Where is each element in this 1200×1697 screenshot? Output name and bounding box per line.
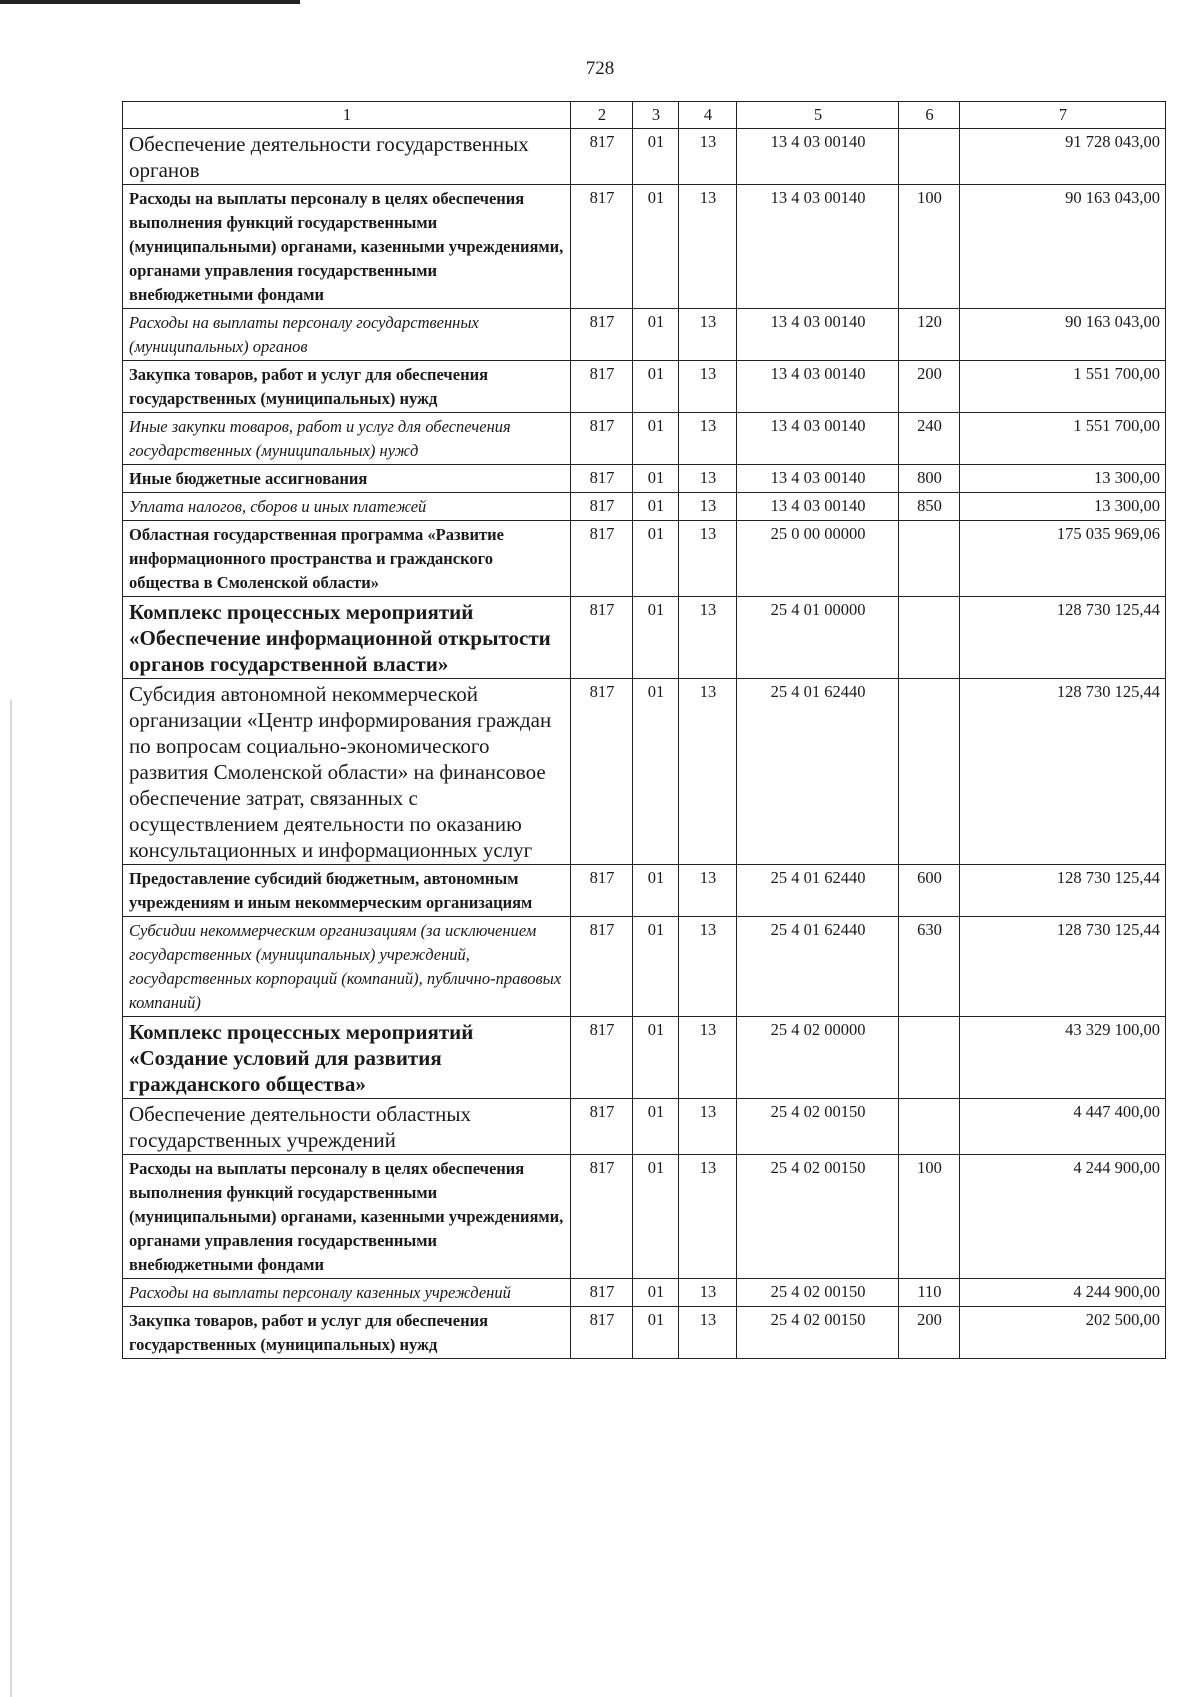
- table-row: [123, 1098, 1166, 1154]
- expense-type-code-cell: 800: [899, 464, 960, 492]
- department-code-cell: 817: [571, 864, 633, 916]
- scan-edge-top: [0, 0, 300, 4]
- target-article-code-cell: 25 4 02 00000: [737, 1016, 899, 1098]
- department-code-cell: 817: [571, 1306, 633, 1358]
- table-row: [123, 1016, 1166, 1098]
- table-row: [123, 412, 1166, 464]
- department-code-cell: 817: [571, 520, 633, 596]
- section-code-cell: 01: [633, 1278, 679, 1306]
- subsection-code-cell: 13: [679, 678, 737, 864]
- amount-cell: 128 730 125,44: [960, 864, 1166, 916]
- target-article-code-cell: 25 4 02 00150: [737, 1306, 899, 1358]
- table-row: [123, 1278, 1166, 1306]
- amount-cell: 175 035 969,06: [960, 520, 1166, 596]
- target-article-code-cell: 13 4 03 00140: [737, 464, 899, 492]
- table-header-row: [123, 102, 1166, 129]
- section-code-cell: 01: [633, 520, 679, 596]
- table-row: [123, 464, 1166, 492]
- amount-cell: 90 163 043,00: [960, 308, 1166, 360]
- section-code-cell: 01: [633, 412, 679, 464]
- row-name-cell: Расходы на выплаты персоналу в целях обеспечения выполнения функций государственными (муниципальными) органами, казенными учреждениями, органами управления государственными внебюджетными фондами: [123, 184, 571, 308]
- department-code-cell: 817: [571, 678, 633, 864]
- subsection-code-cell: 13: [679, 1154, 737, 1278]
- subsection-code-cell: 13: [679, 1278, 737, 1306]
- amount-cell: 4 244 900,00: [960, 1278, 1166, 1306]
- header-cell-7: 7: [960, 102, 1166, 129]
- header-cell-1: 1: [123, 102, 571, 129]
- department-code-cell: 817: [571, 1098, 633, 1154]
- row-name-cell: Субсидия автономной некоммерческой организации «Центр информирования граждан по вопросам социально-экономического развития Смоленской области» на финансовое обеспечение затрат, связанных с осуществлением деятельности по оказанию консультационных и информационных услуг: [123, 678, 571, 864]
- section-code-cell: 01: [633, 1098, 679, 1154]
- target-article-code-cell: 25 4 01 62440: [737, 864, 899, 916]
- target-article-code-cell: 13 4 03 00140: [737, 308, 899, 360]
- amount-cell: 202 500,00: [960, 1306, 1166, 1358]
- section-code-cell: 01: [633, 308, 679, 360]
- header-cell-5: 5: [737, 102, 899, 129]
- header-cell-4: 4: [679, 102, 737, 129]
- expense-type-code-cell: [899, 520, 960, 596]
- department-code-cell: 817: [571, 596, 633, 678]
- row-name-cell: Субсидии некоммерческим организациям (за исключением государственных (муниципальных) учреждений, государственных корпораций (компаний), публично-правовых компаний): [123, 916, 571, 1016]
- budget-table: [122, 101, 1166, 1359]
- department-code-cell: 817: [571, 1278, 633, 1306]
- target-article-code-cell: 25 0 00 00000: [737, 520, 899, 596]
- department-code-cell: 817: [571, 492, 633, 520]
- amount-cell: 128 730 125,44: [960, 916, 1166, 1016]
- row-name-cell: Закупка товаров, работ и услуг для обеспечения государственных (муниципальных) нужд: [123, 1306, 571, 1358]
- section-code-cell: 01: [633, 596, 679, 678]
- table-row: [123, 596, 1166, 678]
- expense-type-code-cell: 600: [899, 864, 960, 916]
- section-code-cell: 01: [633, 1154, 679, 1278]
- target-article-code-cell: 25 4 01 00000: [737, 596, 899, 678]
- amount-cell: 13 300,00: [960, 492, 1166, 520]
- expense-type-code-cell: 100: [899, 184, 960, 308]
- section-code-cell: 01: [633, 128, 679, 184]
- table-row: [123, 864, 1166, 916]
- section-code-cell: 01: [633, 678, 679, 864]
- target-article-code-cell: 25 4 02 00150: [737, 1154, 899, 1278]
- expense-type-code-cell: 630: [899, 916, 960, 1016]
- table-row: [123, 184, 1166, 308]
- table-row: [123, 1306, 1166, 1358]
- section-code-cell: 01: [633, 464, 679, 492]
- target-article-code-cell: 13 4 03 00140: [737, 412, 899, 464]
- department-code-cell: 817: [571, 1016, 633, 1098]
- table-row: [123, 492, 1166, 520]
- expense-type-code-cell: [899, 128, 960, 184]
- target-article-code-cell: 13 4 03 00140: [737, 492, 899, 520]
- row-name-cell: Закупка товаров, работ и услуг для обеспечения государственных (муниципальных) нужд: [123, 360, 571, 412]
- expense-type-code-cell: 240: [899, 412, 960, 464]
- department-code-cell: 817: [571, 308, 633, 360]
- expense-type-code-cell: 850: [899, 492, 960, 520]
- amount-cell: 4 244 900,00: [960, 1154, 1166, 1278]
- row-name-cell: Расходы на выплаты персоналу в целях обеспечения выполнения функций государственными (муниципальными) органами, казенными учреждениями, органами управления государственными внебюджетными фондами: [123, 1154, 571, 1278]
- expense-type-code-cell: [899, 596, 960, 678]
- expense-type-code-cell: 100: [899, 1154, 960, 1278]
- subsection-code-cell: 13: [679, 360, 737, 412]
- subsection-code-cell: 13: [679, 864, 737, 916]
- target-article-code-cell: 25 4 02 00150: [737, 1278, 899, 1306]
- row-name-cell: Обеспечение деятельности государственных органов: [123, 128, 571, 184]
- subsection-code-cell: 13: [679, 596, 737, 678]
- row-name-cell: Обеспечение деятельности областных государственных учреждений: [123, 1098, 571, 1154]
- table-row: [123, 128, 1166, 184]
- expense-type-code-cell: 200: [899, 1306, 960, 1358]
- department-code-cell: 817: [571, 1154, 633, 1278]
- amount-cell: 91 728 043,00: [960, 128, 1166, 184]
- table-row: [123, 678, 1166, 864]
- subsection-code-cell: 13: [679, 184, 737, 308]
- section-code-cell: 01: [633, 916, 679, 1016]
- header-cell-6: 6: [899, 102, 960, 129]
- page-number: 728: [585, 58, 615, 79]
- subsection-code-cell: 13: [679, 412, 737, 464]
- expense-type-code-cell: [899, 678, 960, 864]
- target-article-code-cell: 13 4 03 00140: [737, 184, 899, 308]
- section-code-cell: 01: [633, 184, 679, 308]
- subsection-code-cell: 13: [679, 520, 737, 596]
- amount-cell: 1 551 700,00: [960, 412, 1166, 464]
- section-code-cell: 01: [633, 864, 679, 916]
- amount-cell: 128 730 125,44: [960, 678, 1166, 864]
- subsection-code-cell: 13: [679, 916, 737, 1016]
- target-article-code-cell: 13 4 03 00140: [737, 128, 899, 184]
- target-article-code-cell: 25 4 01 62440: [737, 916, 899, 1016]
- section-code-cell: 01: [633, 1016, 679, 1098]
- amount-cell: 90 163 043,00: [960, 184, 1166, 308]
- table-body: [123, 102, 1166, 1359]
- subsection-code-cell: 13: [679, 492, 737, 520]
- department-code-cell: 817: [571, 464, 633, 492]
- row-name-cell: Комплекс процессных мероприятий «Обеспечение информационной открытости органов государственной власти»: [123, 596, 571, 678]
- section-code-cell: 01: [633, 492, 679, 520]
- target-article-code-cell: 13 4 03 00140: [737, 360, 899, 412]
- department-code-cell: 817: [571, 360, 633, 412]
- section-code-cell: 01: [633, 1306, 679, 1358]
- table-row: [123, 308, 1166, 360]
- row-name-cell: Областная государственная программа «Развитие информационного пространства и гражданского общества в Смоленской области»: [123, 520, 571, 596]
- amount-cell: 128 730 125,44: [960, 596, 1166, 678]
- row-name-cell: Уплата налогов, сборов и иных платежей: [123, 492, 571, 520]
- subsection-code-cell: 13: [679, 308, 737, 360]
- expense-type-code-cell: [899, 1016, 960, 1098]
- department-code-cell: 817: [571, 412, 633, 464]
- department-code-cell: 817: [571, 184, 633, 308]
- amount-cell: 43 329 100,00: [960, 1016, 1166, 1098]
- section-code-cell: 01: [633, 360, 679, 412]
- subsection-code-cell: 13: [679, 1016, 737, 1098]
- amount-cell: 4 447 400,00: [960, 1098, 1166, 1154]
- amount-cell: 13 300,00: [960, 464, 1166, 492]
- expense-type-code-cell: [899, 1098, 960, 1154]
- row-name-cell: Иные бюджетные ассигнования: [123, 464, 571, 492]
- header-cell-3: 3: [633, 102, 679, 129]
- header-cell-2: 2: [571, 102, 633, 129]
- subsection-code-cell: 13: [679, 464, 737, 492]
- department-code-cell: 817: [571, 128, 633, 184]
- subsection-code-cell: 13: [679, 1306, 737, 1358]
- table-row: [123, 916, 1166, 1016]
- row-name-cell: Расходы на выплаты персоналу государственных (муниципальных) органов: [123, 308, 571, 360]
- row-name-cell: Иные закупки товаров, работ и услуг для обеспечения государственных (муниципальных) нужд: [123, 412, 571, 464]
- table-row: [123, 360, 1166, 412]
- subsection-code-cell: 13: [679, 1098, 737, 1154]
- expense-type-code-cell: 110: [899, 1278, 960, 1306]
- table-row: [123, 1154, 1166, 1278]
- row-name-cell: Комплекс процессных мероприятий «Создание условий для развития гражданского общества»: [123, 1016, 571, 1098]
- target-article-code-cell: 25 4 02 00150: [737, 1098, 899, 1154]
- table-row: [123, 520, 1166, 596]
- scan-edge-left: [10, 700, 12, 1697]
- subsection-code-cell: 13: [679, 128, 737, 184]
- target-article-code-cell: 25 4 01 62440: [737, 678, 899, 864]
- expense-type-code-cell: 120: [899, 308, 960, 360]
- row-name-cell: Расходы на выплаты персоналу казенных учреждений: [123, 1278, 571, 1306]
- department-code-cell: 817: [571, 916, 633, 1016]
- row-name-cell: Предоставление субсидий бюджетным, автономным учреждениям и иным некоммерческим организациям: [123, 864, 571, 916]
- amount-cell: 1 551 700,00: [960, 360, 1166, 412]
- expense-type-code-cell: 200: [899, 360, 960, 412]
